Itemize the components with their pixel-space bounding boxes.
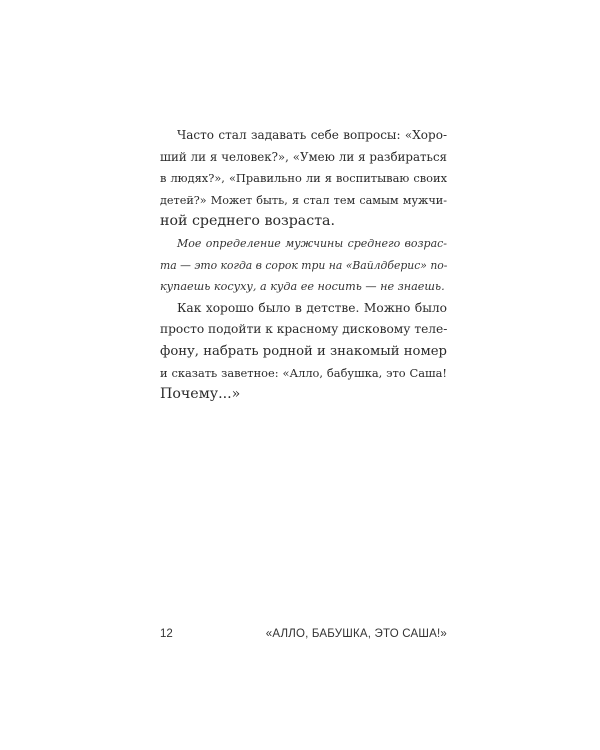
text-line: Часто стал задавать себе вопросы: «Хоро- bbox=[177, 128, 447, 142]
text-line: та — это когда в сорок три на «Вайлдберис» по- bbox=[160, 258, 448, 272]
running-head: «АЛЛО, БАБУШКА, ЭТО САША!» bbox=[265, 628, 447, 640]
text-line: фону, набрать родной и знакомый номер bbox=[160, 343, 447, 359]
text-line: Мое определение мужчины среднего возрас- bbox=[177, 236, 447, 250]
page-footer bbox=[160, 628, 447, 644]
text-line: просто подойти к красному дисковому теле- bbox=[160, 322, 448, 337]
text-line: Почему...» bbox=[160, 386, 241, 403]
text-line: в людях?», «Правильно ли я воспитываю своих bbox=[160, 171, 447, 186]
text-line: Как хорошо было в детстве. Можно было bbox=[177, 300, 447, 315]
paragraph-2-italic bbox=[160, 233, 447, 298]
text-line: ший ли я человек?», «Умею ли я разбираться bbox=[160, 149, 447, 164]
text-line: детей?» Может быть, я стал тем самым мужчи- bbox=[160, 193, 447, 207]
page-number: 12 bbox=[160, 628, 173, 640]
body-text bbox=[160, 125, 447, 406]
text-line: ной среднего возраста. bbox=[160, 213, 336, 230]
text-line: и сказать заветное: «Алло, бабушка, это Саша! bbox=[160, 365, 447, 380]
paragraph-3 bbox=[160, 298, 447, 406]
paragraph-1 bbox=[160, 125, 447, 233]
text-line: купаешь косуху, а куда ее носить — не знаешь. bbox=[160, 280, 445, 294]
